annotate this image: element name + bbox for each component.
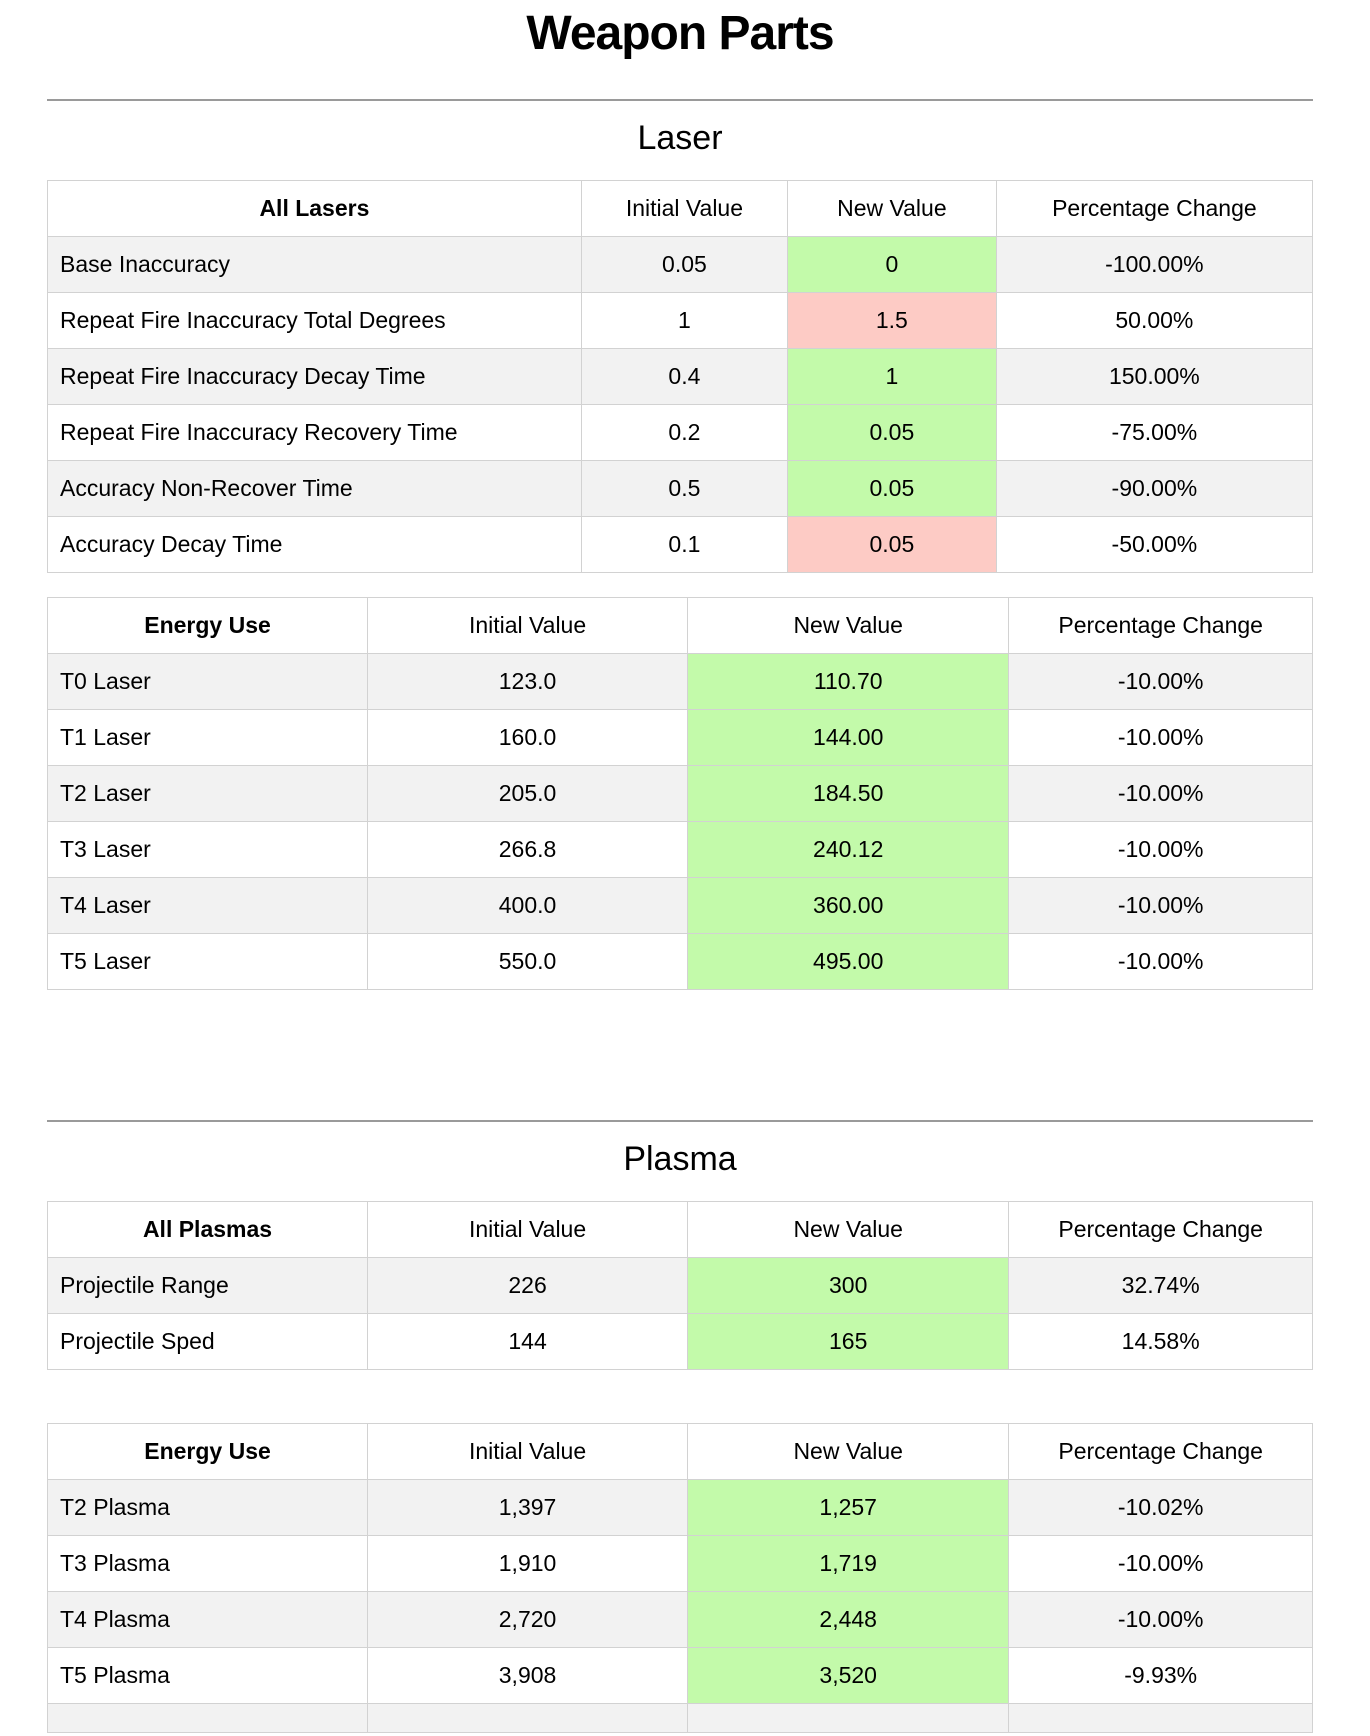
new-value-cell: 0 [788,236,997,292]
empty-cell [48,1703,368,1732]
row-name-cell: T5 Plasma [48,1647,368,1703]
column-header-initial-value: Initial Value [368,1423,688,1479]
table-label: All Plasmas [48,1201,368,1257]
table-label: All Lasers [48,180,582,236]
initial-value-cell: 123.0 [368,653,688,709]
table-row [48,1313,1313,1369]
section-laser [47,99,1313,990]
row-name-cell: T3 Laser [48,821,368,877]
stats-table [47,1201,1313,1370]
initial-value-cell: 3,908 [368,1647,688,1703]
new-value-cell: 1 [788,348,997,404]
row-name-cell: T1 Laser [48,709,368,765]
section-divider [47,1120,1313,1122]
percentage-change-cell: -10.00% [1009,709,1313,765]
percentage-change-cell: -10.00% [1009,1535,1313,1591]
table-row [48,765,1313,821]
new-value-cell: 240.12 [688,821,1009,877]
section-plasma [47,1120,1313,1733]
initial-value-cell: 400.0 [368,877,688,933]
new-value-cell: 144.00 [688,709,1009,765]
table-row [48,653,1313,709]
table-row [48,404,1313,460]
table-row-partial [48,1703,1313,1732]
initial-value-cell: 160.0 [368,709,688,765]
table-row [48,348,1313,404]
column-header-new-value: New Value [688,1423,1009,1479]
section-heading: Plasma [623,1139,737,1178]
table-row [48,1535,1313,1591]
column-header-new-value: New Value [688,1201,1009,1257]
table-row [48,292,1313,348]
section-heading: Laser [637,118,723,157]
stats-table [47,180,1313,573]
row-name-cell: T4 Laser [48,877,368,933]
section-divider [47,99,1313,101]
initial-value-cell: 2,720 [368,1591,688,1647]
percentage-change-cell: 32.74% [1009,1257,1313,1313]
table-row [48,516,1313,572]
table-label: Energy Use [48,597,368,653]
row-name-cell: T2 Laser [48,765,368,821]
header-row [48,1201,1313,1257]
row-name-cell: Projectile Sped [48,1313,368,1369]
empty-cell [688,1703,1009,1732]
percentage-change-cell: -75.00% [996,404,1312,460]
new-value-cell: 0.05 [788,460,997,516]
new-value-cell: 3,520 [688,1647,1009,1703]
initial-value-cell: 0.2 [581,404,787,460]
row-name-cell: T4 Plasma [48,1591,368,1647]
row-name-cell: T0 Laser [48,653,368,709]
empty-cell [1009,1703,1313,1732]
percentage-change-cell: 14.58% [1009,1313,1313,1369]
header-row [48,597,1313,653]
stats-table [47,1423,1313,1733]
table-row [48,1591,1313,1647]
new-value-cell: 1,257 [688,1479,1009,1535]
column-header-new-value: New Value [688,597,1009,653]
stats-table [47,597,1313,990]
table-row [48,460,1313,516]
table-row [48,933,1313,989]
initial-value-cell: 144 [368,1313,688,1369]
initial-value-cell: 205.0 [368,765,688,821]
row-name-cell: Accuracy Decay Time [48,516,582,572]
percentage-change-cell: -100.00% [996,236,1312,292]
table-row [48,1647,1313,1703]
percentage-change-cell: -10.00% [1009,765,1313,821]
initial-value-cell: 0.5 [581,460,787,516]
new-value-cell: 165 [688,1313,1009,1369]
new-value-cell: 300 [688,1257,1009,1313]
new-value-cell: 1,719 [688,1535,1009,1591]
new-value-cell: 495.00 [688,933,1009,989]
header-row [48,1423,1313,1479]
percentage-change-cell: -10.00% [1009,821,1313,877]
sections-container [47,99,1313,1733]
percentage-change-cell: 150.00% [996,348,1312,404]
row-name-cell: Repeat Fire Inaccuracy Recovery Time [48,404,582,460]
row-name-cell: Repeat Fire Inaccuracy Total Degrees [48,292,582,348]
header-row [48,180,1313,236]
initial-value-cell: 226 [368,1257,688,1313]
column-header-initial-value: Initial Value [368,597,688,653]
percentage-change-cell: -10.00% [1009,1591,1313,1647]
row-name-cell: T2 Plasma [48,1479,368,1535]
table-row [48,236,1313,292]
table-row [48,1479,1313,1535]
initial-value-cell: 550.0 [368,933,688,989]
percentage-change-cell: -10.00% [1009,877,1313,933]
initial-value-cell: 266.8 [368,821,688,877]
percentage-change-cell: 50.00% [996,292,1312,348]
percentage-change-cell: -90.00% [996,460,1312,516]
new-value-cell: 360.00 [688,877,1009,933]
column-header-percentage-change: Percentage Change [1009,1423,1313,1479]
empty-cell [368,1703,688,1732]
initial-value-cell: 0.1 [581,516,787,572]
percentage-change-cell: -50.00% [996,516,1312,572]
new-value-cell: 0.05 [788,516,997,572]
column-header-initial-value: Initial Value [581,180,787,236]
column-header-new-value: New Value [788,180,997,236]
table-row [48,877,1313,933]
row-name-cell: Repeat Fire Inaccuracy Decay Time [48,348,582,404]
row-name-cell: T5 Laser [48,933,368,989]
initial-value-cell: 1,397 [368,1479,688,1535]
table-row [48,709,1313,765]
row-name-cell: T3 Plasma [48,1535,368,1591]
column-header-percentage-change: Percentage Change [1009,1201,1313,1257]
column-header-percentage-change: Percentage Change [1009,597,1313,653]
column-header-initial-value: Initial Value [368,1201,688,1257]
table-label: Energy Use [48,1423,368,1479]
new-value-cell: 184.50 [688,765,1009,821]
new-value-cell: 2,448 [688,1591,1009,1647]
page-title: Weapon Parts [526,7,834,60]
row-name-cell: Accuracy Non-Recover Time [48,460,582,516]
percentage-change-cell: -10.02% [1009,1479,1313,1535]
initial-value-cell: 0.4 [581,348,787,404]
row-name-cell: Projectile Range [48,1257,368,1313]
table-row [48,821,1313,877]
initial-value-cell: 1,910 [368,1535,688,1591]
percentage-change-cell: -10.00% [1009,653,1313,709]
initial-value-cell: 0.05 [581,236,787,292]
initial-value-cell: 1 [581,292,787,348]
table-row [48,1257,1313,1313]
row-name-cell: Base Inaccuracy [48,236,582,292]
column-header-percentage-change: Percentage Change [996,180,1312,236]
new-value-cell: 1.5 [788,292,997,348]
percentage-change-cell: -9.93% [1009,1647,1313,1703]
new-value-cell: 0.05 [788,404,997,460]
percentage-change-cell: -10.00% [1009,933,1313,989]
new-value-cell: 110.70 [688,653,1009,709]
